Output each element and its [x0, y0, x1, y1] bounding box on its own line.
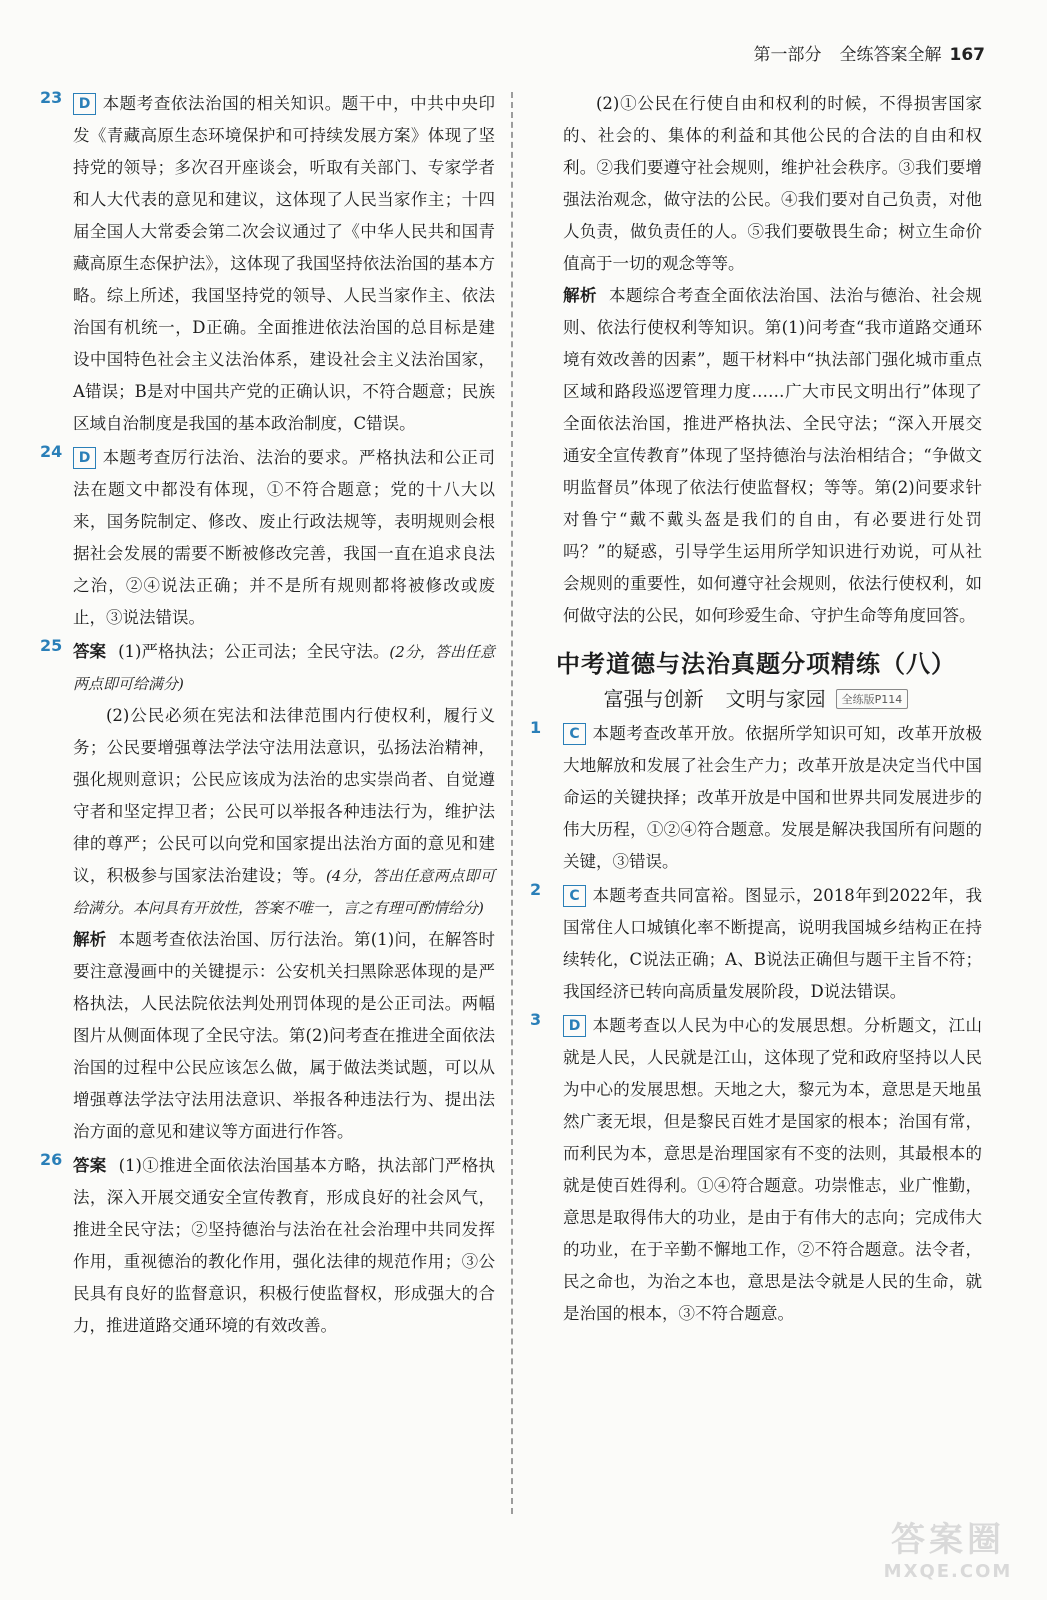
- question-number: 24: [40, 442, 63, 461]
- analysis-label: 解析: [73, 930, 107, 949]
- question-number: 2: [530, 880, 542, 899]
- section-subtitle: [530, 683, 982, 712]
- right-column: [530, 88, 982, 1332]
- question-number: 1: [530, 718, 542, 737]
- answer-part-1: (1)严格执法；公正司法；全民守法。: [118, 642, 390, 661]
- question-number: 3: [530, 1010, 542, 1029]
- answer-part-1: (1)①推进全面依法治国基本方略，执法部门严格执法，深入开展交通安全宣传教育，形成良好的社会风气，推进全民守法；②坚持德治与法治在社会治理中共同发挥作用，重视德治的教化作用，强化法律的规范作用；③公民具有良好的监督意识，积极行使监督权，形成强大的合力，推进道路交通环境的有效改善。: [73, 1156, 496, 1335]
- answer-part-2: (2)公民必须在宪法和法律范围内行使权利，履行义务；公民要增强尊法学法守法用法意识，弘扬法治精神，强化规则意识；公民应该成为法治的忠实崇尚者、自觉遵守者和坚定捍卫者；公民可以举报各种违法行为，维护法律的尊严；公民可以向党和国家提出法治方面的意见和建议，积极参与国家法治建设；等。: [73, 706, 495, 885]
- page-header: [754, 40, 986, 65]
- answer-box: C: [563, 885, 586, 907]
- explanation-text: 本题考查改革开放。依据所学知识可知，改革开放极大地解放和发展了社会生产力；改革开放是决定当代中国命运的关键抉择；改革开放是中国和世界共同发展进步的伟大历程，①②④符合题意。发展是解决我国所有问题的关键，③错误。: [563, 724, 982, 871]
- answer-label: 答案: [73, 1156, 107, 1175]
- question-number: 25: [40, 636, 63, 655]
- page-number: 167: [949, 45, 985, 65]
- left-column: [40, 88, 495, 1344]
- question-26-continued: [530, 88, 982, 632]
- scoring-note: (2分，答出任意两点即可给满分): [73, 643, 495, 693]
- section-title: 中考道德与法治真题分项精练（八）: [556, 650, 956, 678]
- answer-label: 答案: [73, 642, 107, 661]
- site-watermark-logo: 答案圈 MXQE.COM: [883, 1520, 1013, 1582]
- scoring-note: (4分，答出任意两点即可给满分。本问具有开放性，答案不唯一，言之有理可酌情给分): [73, 867, 496, 917]
- question-24: [40, 442, 495, 634]
- page-reference-badge: 全练版P114: [836, 689, 909, 709]
- analysis-text: 本题综合考查全面依法治国、法治与德治、社会规则、依法行使权利等知识。第(1)问考查“我市道路交通环境有效改善的因素”，题干材料中“执法部门强化城市重点区域和路段巡逻管理力度……广大市民文明出行”体现了全面依法治国，推进严格执法、全民守法；“深入开展交通安全宣传教育”体现了坚持德治与法治相结合；“争做文明监督员”体现了依法行使监督权；等等。第(2)问要求针对鲁宁“戴不戴头盔是我们的自由，有必要进行处罚吗？”的疑惑，引导学生运用所学知识进行劝说，可从社会规则的重要性，如何遵守社会规则，依法行使权利，如何做守法的公民，如何珍爱生命、守护生命等角度回答。: [563, 286, 983, 625]
- question-26: [40, 1150, 495, 1342]
- analysis-label: 解析: [563, 286, 597, 305]
- answer-box: D: [73, 447, 96, 469]
- answer-part-2: (2)①公民在行使自由和权利的时候，不得损害国家的、社会的、集体的利益和其他公民的合法的自由和权利。②我们要遵守社会规则，维护社会秩序。③我们要增强法治观念，做守法的公民。④我们要对自己负责，对他人负责，做负责任的人。⑤我们要敬畏生命；树立生命价值高于一切的观念等等。: [563, 94, 982, 273]
- question-23: [40, 88, 495, 440]
- question-1: [530, 718, 982, 878]
- question-25: [40, 636, 495, 1148]
- header-section: 全练答案全解: [839, 45, 942, 65]
- answer-box: D: [563, 1015, 586, 1037]
- subtitle-topic-1: 富强与创新: [603, 687, 704, 711]
- explanation-text: 本题考查依法治国的相关知识。题干中，中共中央印发《青藏高原生态环境保护和可持续发展方案》体现了坚持党的领导；多次召开座谈会，听取有关部门、专家学者和人大代表的意见和建议，这体现了人民当家作主；十四届全国人大常委会第二次会议通过了《中华人民共和国青藏高原生态保护法》，这体现了我国坚持依法治国的基本方略。综上所述，我国坚持党的领导、人民当家作主、依法治国有机统一，D正确。全面推进依法治国的总目标是建设中国特色社会主义法治体系，建设社会主义法治国家，A错误；B是对中国共产党的正确认识，不符合题意；民族区域自治制度是我国的基本政治制度，C错误。: [73, 94, 495, 433]
- answer-box: C: [563, 723, 586, 745]
- question-2: [530, 880, 982, 1008]
- answer-box: D: [73, 93, 96, 115]
- explanation-text: 本题考查厉行法治、法治的要求。严格执法和公正司法在题文中都没有体现，①不符合题意；党的十八大以来，国务院制定、修改、废止行政法规等，表明规则会根据社会发展的需要不断被修改完善，我国一直在追求良法之治，②④说法正确；并不是所有规则都将被修改或废止，③说法错误。: [73, 448, 495, 627]
- analysis-text: 本题考查依法治国、厉行法治。第(1)问，在解答时要注意漫画中的关键提示：公安机关扫黑除恶体现的是严格执法，人民法院依法判处刑罚体现的是公正司法。两幅图片从侧面体现了全民守法。第(2)问考查在推进全面依法治国的过程中公民应该怎么做，属于做法类试题，可以从增强尊法学法守法用法意识、举报各种违法行为、提出法治方面的意见和建议等方面进行作答。: [73, 930, 496, 1141]
- header-part: 第一部分: [753, 45, 822, 65]
- column-divider: [511, 92, 513, 1514]
- subtitle-topic-2: 文明与家园: [725, 687, 826, 711]
- question-number: 26: [40, 1150, 63, 1169]
- question-number: 23: [40, 88, 63, 107]
- explanation-text: 本题考查以人民为中心的发展思想。分析题文，江山就是人民，人民就是江山，这体现了党和政府坚持以人民为中心的发展思想。天地之大，黎元为本，意思是天地虽然广袤无垠，但是黎民百姓才是国家的根本；治国有常，而利民为本，意思是治理国家有不变的法则，其最根本的就是使百姓得利。①④符合题意。功崇惟志，业广惟勤，意思是取得伟大的功业，是由于有伟大的志向；完成伟大的功业，在于辛勤不懈地工作，②不符合题意。法令者，民之命也，为治之本也，意思是法令就是人民的生命，就是治国的根本，③不符合题意。: [563, 1016, 982, 1323]
- question-3: [530, 1010, 982, 1330]
- explanation-text: 本题考查共同富裕。图显示，2018年到2022年，我国常住人口城镇化率不断提高，说明我国城乡结构正在持续转化，C说法正确；A、B说法正确但与题干主旨不符；我国经济已转向高质量发展阶段，D说法错误。: [563, 886, 982, 1001]
